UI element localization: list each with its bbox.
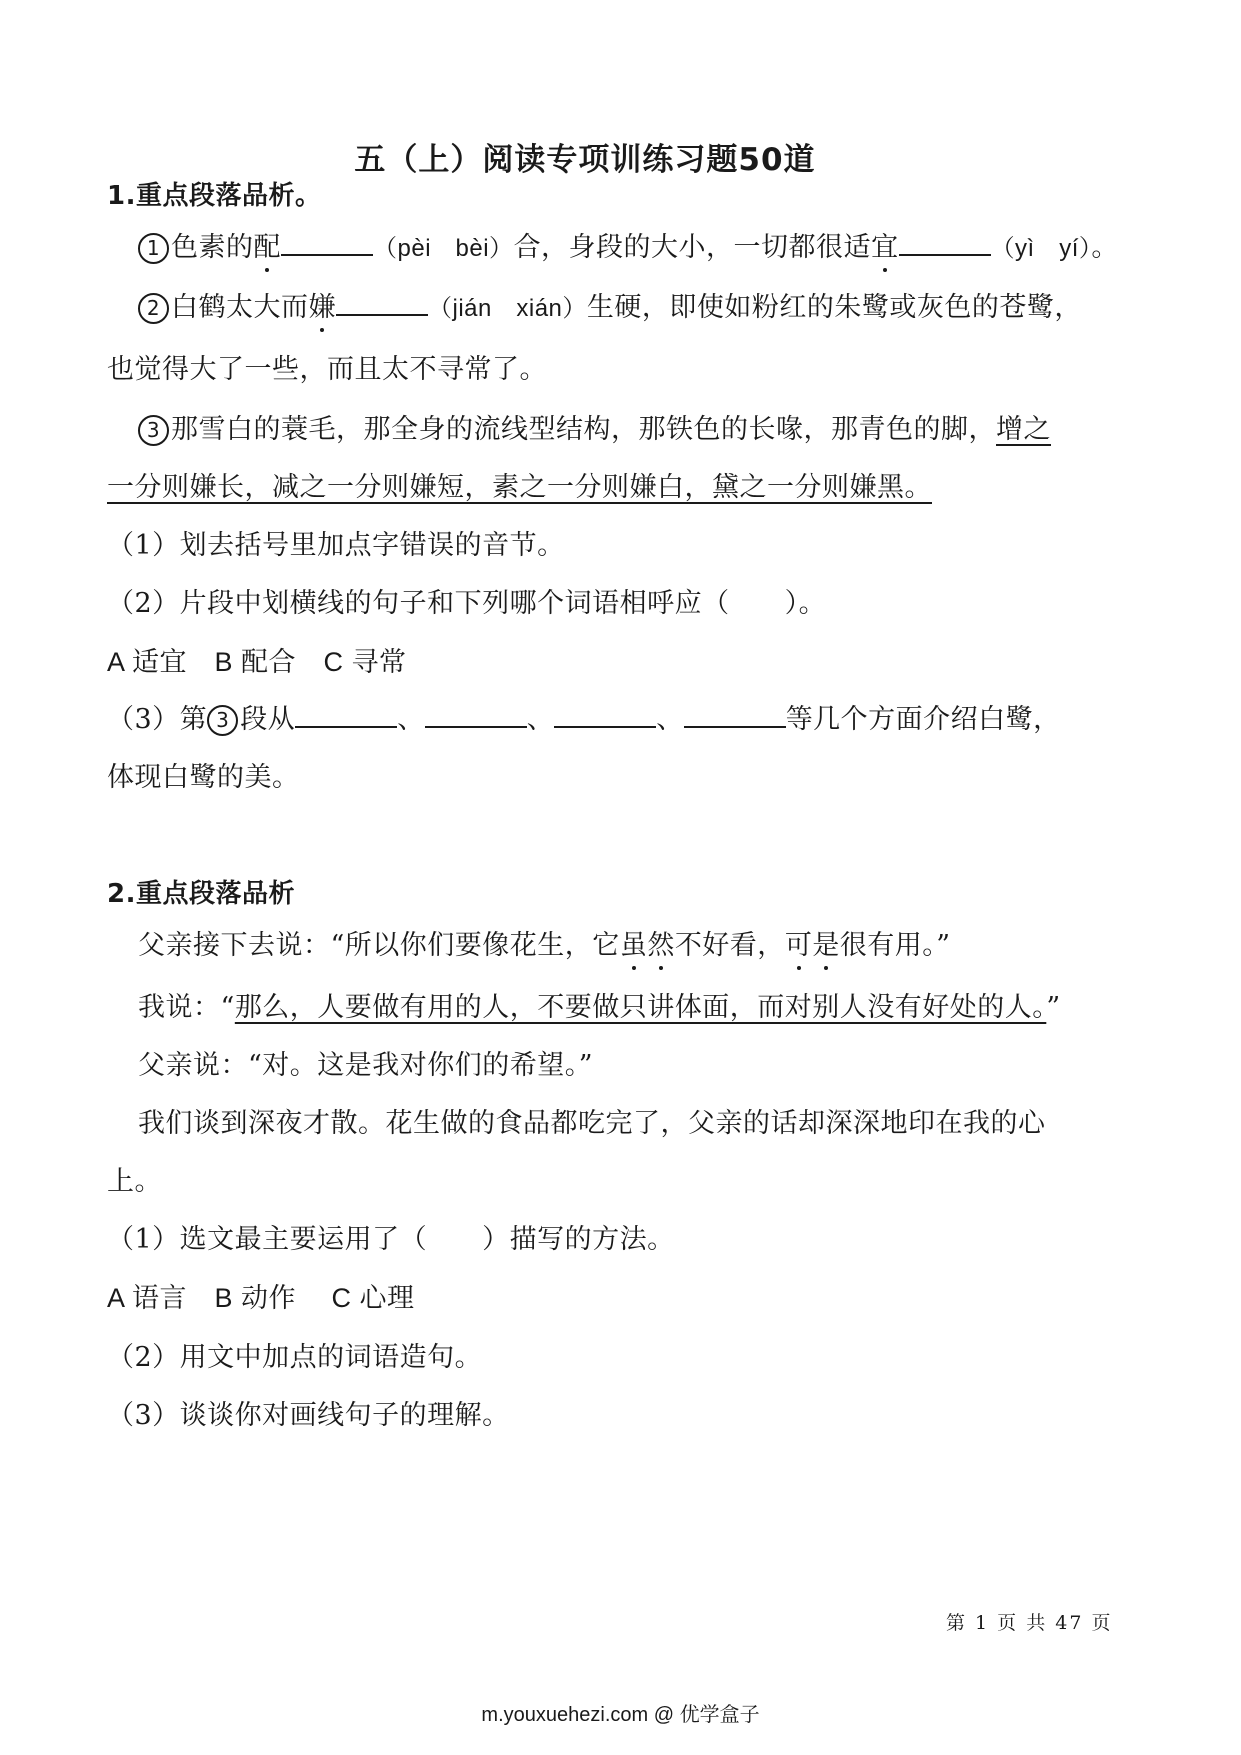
dotted-char: 可: [785, 928, 813, 964]
q1-options: A 适宜 B 配合 C 寻常: [107, 647, 407, 677]
separator: 、: [397, 704, 425, 735]
q2-sub-question-1: （1）选文最主要运用了（ ）描写的方法。: [107, 1224, 675, 1255]
dotted-char: 宜: [871, 230, 899, 266]
circled-number: 1: [138, 233, 169, 264]
separator: 、: [656, 704, 684, 735]
text: 白鹤太大而: [171, 292, 309, 323]
circled-number: 3: [138, 415, 169, 446]
dotted-char: 然: [647, 928, 675, 964]
answer-blank[interactable]: [281, 230, 373, 256]
separator: 、: [526, 704, 555, 735]
answer-blank[interactable]: [425, 702, 527, 728]
site-watermark: m.youxuehezi.com @ 优学盒子: [481, 1704, 760, 1726]
text: 父亲接下去说：“所以你们要像花生，它: [138, 930, 620, 961]
text: 色素的: [171, 232, 254, 263]
dotted-char: 嫌: [309, 290, 337, 326]
text: 不好看，: [674, 930, 785, 961]
answer-blank[interactable]: [684, 702, 786, 728]
q2-options: A 语言 B 动作 C 心理: [107, 1283, 415, 1313]
pinyin-options: （yì yí）: [990, 235, 1092, 262]
q1-sub-question-3: [107, 702, 1061, 738]
dotted-char: 是: [812, 928, 840, 964]
underlined-sentence: 一分则嫌长，减之一分则嫌短，素之一分则嫌白，黛之一分则嫌黑。: [107, 472, 932, 503]
text: 生硬，即使如粉红的朱鹭或灰色的苍鹭，: [586, 292, 1082, 323]
text: 很有用。”: [839, 930, 951, 961]
q2-paragraph-3: 父亲说：“对。这是我对你们的希望。”: [138, 1050, 594, 1081]
q1-paragraph-3-line-2: [107, 470, 932, 506]
circled-number: 2: [138, 293, 169, 324]
q1-paragraph-2: [138, 290, 1082, 327]
text: 等几个方面介绍白鹭，: [785, 704, 1061, 735]
text: 。: [1091, 232, 1119, 263]
q1-paragraph-1: [138, 230, 1119, 267]
page-number: 第 1 页 共 47 页: [946, 1612, 1113, 1634]
text: （3）第: [107, 704, 208, 735]
dotted-char: 虽: [620, 928, 648, 964]
question-2-heading: 2.重点段落品析: [107, 879, 295, 909]
dotted-char: 配: [254, 230, 282, 266]
answer-blank[interactable]: [336, 290, 428, 316]
answer-blank[interactable]: [899, 230, 991, 256]
q2-sub-question-2: （2）用文中加点的词语造句。: [107, 1342, 483, 1373]
text: 那雪白的蓑毛，那全身的流线型结构，那铁色的长喙，那青色的脚，: [171, 414, 996, 445]
answer-blank[interactable]: [554, 702, 656, 728]
q1-sub-question-2: （2）片段中划横线的句子和下列哪个词语相呼应（ ）。: [107, 588, 827, 619]
pinyin-options: （pèi bèi）: [373, 235, 514, 262]
circled-number: 3: [207, 705, 238, 736]
pinyin-options: （jián xián）: [428, 295, 587, 322]
text: 合，身段的大小，一切都很适: [513, 232, 872, 263]
text: 段从: [240, 704, 296, 735]
document-title: 五（上）阅读专项训练习题50道: [354, 142, 816, 178]
answer-blank[interactable]: [295, 702, 397, 728]
underlined-sentence: 增之: [996, 414, 1051, 445]
q2-paragraph-4-line-2: 上。: [107, 1166, 162, 1197]
q2-paragraph-2: [138, 990, 1061, 1026]
q2-sub-question-3: （3）谈谈你对画线句子的理解。: [107, 1400, 510, 1431]
text: 我说：“: [138, 992, 235, 1023]
text: ”: [1046, 992, 1061, 1023]
q1-paragraph-2-line-2: 也觉得大了一些，而且太不寻常了。: [107, 354, 547, 385]
question-1-heading: 1.重点段落品析。: [107, 181, 322, 211]
q1-paragraph-3: [138, 412, 1051, 448]
q1-sub-question-1: （1）划去括号里加点字错误的音节。: [107, 530, 565, 561]
q2-paragraph-1: [138, 928, 951, 964]
underlined-sentence: 那么，人要做有用的人，不要做只讲体面，而对别人没有好处的人。: [234, 992, 1047, 1023]
q2-paragraph-4: 我们谈到深夜才散。花生做的食品都吃完了，父亲的话却深深地印在我的心: [138, 1108, 1046, 1139]
q1-sub-question-3-line-2: 体现白鹭的美。: [107, 762, 300, 793]
